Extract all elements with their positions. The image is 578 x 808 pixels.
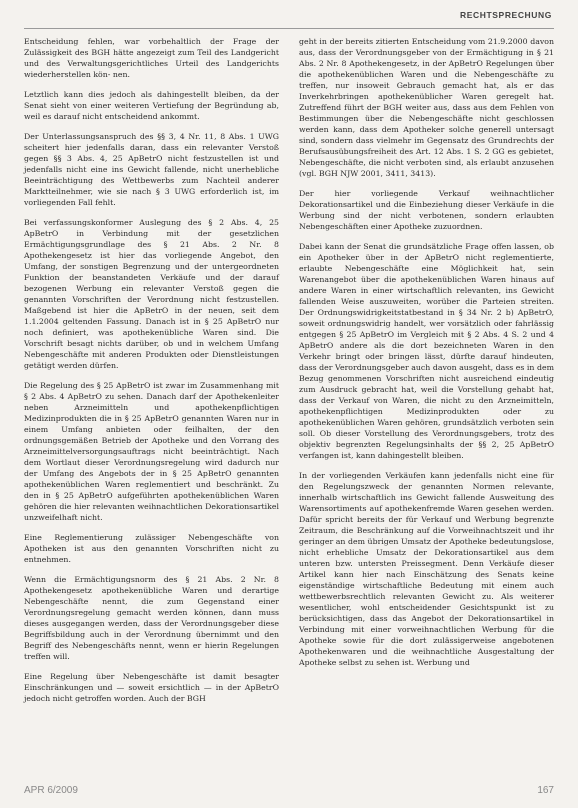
journal-issue: APR 6/2009	[24, 785, 78, 796]
left-column	[24, 36, 279, 778]
paragraph: In der vorliegenden Verkäufen kann jedenfalls nicht eine für den Regelungszweck der genannten Normen relevante, innerhalb wirtschaftlich ins Gewicht fallende Ausweitung des Warensortiments auf apothekenfremde Waren gesehen werden. Dafür spricht bereits der für Verkauf und Werbung begrenzte Zeitraum, die Beschränkung auf die Vorweihnachtszeit und ihr geringer an dem übrigen Umsatz der Apotheke bedeutungslose, nicht erhebliche Umsatz der Dekorationsartikel aus dem unteren bzw. untersten Preissegment. Denn Verkäufe dieser Artikel kann hier nach Einschätzung des Senats keine eigenständige wirtschaftliche Bedeutung mit einem auch wettbewerbsrechtlich relevanten Gewicht zu. Als weiterer wesentlicher, wohl entscheidender Gesichtspunkt ist zu berücksichtigen, dass das Angebot der Dekorationsartikel in Verbindung mit einer vorweihnachtlichen Werbung für die Apotheke sowie für die dort zulässigerweise angebotenen Apothekenwaren und die weihnachtliche Ausgestaltung der Apotheke selbst zu sehen ist. Werbung und	[299, 471, 554, 667]
paragraph: Eine Reglementierung zulässiger Nebengeschäfte von Apotheken ist aus den genannten Vorschriften nicht zu entnehmen.	[24, 533, 279, 564]
paragraph: Eine Regelung über Nebengeschäfte ist damit besagter Einschränkungen und — soweit ersichtlich — in der ApBetrO jedoch nicht getroffen worden. Auch der BGH	[24, 672, 279, 703]
paragraph: Dabei kann der Senat die grundsätzliche Frage offen lassen, ob ein Apotheker über in der ApBetrO nicht reglementierte, erlaubte Nebengeschäfte eine Möglichkeit hat, sein Warenangebot über die apothekenüblichen Waren hinaus auf andere Waren in einer wirtschaftlich relevanten, ins Gewicht fallenden Weise auszuweiten, worüber die Parteien streiten. Der Ordnungswidrigkeitstatbestand in § 34 Nr. 2 b) ApBetrO, soweit ordnungswidrig handelt, wer vorsätzlich oder fahrlässig entgegen § 25 ApBetrO im Vergleich mit § 2 Abs. 4 S. 2 und 4 ApBetrO andere als die dort bezeichneten Waren in den Verkehr bringt oder bringen lässt, dürfte darauf hindeuten, dass der Verordnungsgeber auch davon ausgeht, dass es in dem Bezug genommenen Vorschriften nicht ausreichend eindeutig zum Ausdruck gebracht hat, weil die Vorstellung gehabt hat, dass der Verkauf von Waren, die nicht zu den Arzneimitteln, apothekenpflichtigen Medizinprodukten oder zu apothekenüblichen Waren gehören, grundsätzlich verboten sein soll. Ob dieser Vorstellung des Verordnungsgebers, trotz des objektiv begrenzten Regelungsinhalts der §§ 2, 25 ApBetrO verfangen ist, kann dahingestellt bleiben.	[299, 242, 554, 460]
paragraph: Letztlich kann dies jedoch als dahingestellt bleiben, da der Senat sieht von einer weiteren Vertiefung der Begründung ab, weil es darauf nicht entscheidend ankommt.	[24, 90, 279, 121]
paragraph: geht in der bereits zitierten Entscheidung vom 21.9.2000 davon aus, dass der Verordnungsgeber von der Ermächtigung in § 21 Abs. 2 Nr. 8 Apothekengesetz, in der ApBetrO Regelungen über die apothekenüblichen Waren und die Nebengeschäfte zu treffen, nur insoweit Gebrauch gemacht hat, als er das Inverkehrbringen apothekenüblicher Waren geregelt hat. Zutreffend führt der BGH weiter aus, dass aus dem Fehlen von Bestimmungen über die Nebengeschäfte nicht geschlossen werden kann, dass dem Apotheker solche generell untersagt sind, sondern dass vielmehr im Gegensatz des Grundrechts der Berufsausübungsfreiheit des Art. 12 Abs. 1 S. 2 GG es gebietet, Nebengeschäfte, die nicht verboten sind, als erlaubt anzusehen (vgl. BGH NJW 2001, 3411, 3413).	[299, 37, 554, 178]
paragraph: Bei verfassungskonformer Auslegung des § 2 Abs. 4, 25 ApBetrO in Verbindung mit der gesetzlichen Ermächtigungsgrundlage des § 21 Abs. 2 Nr. 8 Apothekengesetz ist hier das vorliegende Angebot, den Umfang, der sonstigen Begrenzung und der untergeordneten Funktion der beanstandeten Verkäufe und der darauf bezogenen Werbung ein relevanter Verstoß gegen die genannten Vorschriften der Verordnung nicht festzustellen. Maßgebend ist hier die ApBetrO in der neuen, seit dem 1.1.2004 geltenden Fassung. Danach ist in § 25 ApBetrO nur noch definiert, was apothekenübliche Waren sind. Die Vorschrift besagt nichts darüber, ob und in welchem Umfang Nebengeschäfte mit anderen Produkten oder Dienstleistungen getätigt werden dürfen.	[24, 218, 279, 370]
paragraph: Die Regelung des § 25 ApBetrO ist zwar im Zusammenhang mit § 2 Abs. 4 ApBetrO zu sehen. Danach darf der Apothekenleiter neben Arzneimitteln und apothekenpflichtigen Medizinprodukten die in § 25 ApBetrO genannten Waren nur in einem Umfang anbieten oder feilhalten, der den ordnungsgemäßen Betrieb der Apotheke und den Vorrang des Arzneimittelversorgungsauftrags nicht beeinträchtigt. Nach dem Wortlaut dieser Verordnungsregelung wird dadurch nur der Umfang des Angebots der in § 25 ApBetrO genannten apothekenüblichen Waren reglementiert und beschränkt. Zu den in § 25 ApBetrO aufgeführten apothekenüblichen Waren gehören die hier relevanten weihnachtlichen Dekorationsartikel unzweifelhaft nicht.	[24, 381, 279, 522]
paragraph: Entscheidung fehlen, war vorbehaltlich der Frage der Zulässigkeit des BGH hätte angezeigt zum Teil des Landgericht und des Verwaltungsgerichtliches Urteil des Landgerichts wiederherstellen kön- nen.	[24, 37, 279, 79]
paragraph: Wenn die Ermächtigungsnorm des § 21 Abs. 2 Nr. 8 Apothekengesetz apothekenübliche Waren und derartige Nebengeschäfte nennt, die zum Gegenstand einer Verordnungsregelung gemacht werden können, dann muss dieses ausgegangen werden, dass der Verordnungsgeber diese Begriffsbildung auch in der Verordnung übernimmt und den Begriff des Nebengeschäfts nennt, wenn er hierin Regelungen treffen will.	[24, 575, 279, 661]
page-number: 167	[537, 785, 554, 796]
paragraph: Der hier vorliegende Verkauf weihnachtlicher Dekorationsartikel und die Einbeziehung dieser Verkäufe in die Werbung sind der nicht verbotenen, sondern erlaubten Nebengeschäften einer Apotheke zuzuordnen.	[299, 189, 554, 231]
header-rule	[24, 28, 554, 29]
section-header: RECHTSPRECHUNG	[460, 10, 552, 20]
paragraph: Der Unterlassungsanspruch des §§ 3, 4 Nr. 11, 8 Abs. 1 UWG scheitert hier jedenfalls daran, dass ein relevanter Verstoß gegen §§ 3 Abs. 4, 25 ApBetrO nicht festzustellen ist und jedenfalls nicht eine ins Gewicht fallende, nicht unerhebliche Beeinträchtigung des Wettbewerbs zum Nachteil anderer Marktteilnehmer, wie sie nach § 3 UWG erforderlich ist, im vorliegenden Fall fehlt.	[24, 132, 279, 207]
right-column	[299, 36, 554, 778]
text-columns	[24, 36, 554, 778]
page-footer	[24, 785, 554, 796]
